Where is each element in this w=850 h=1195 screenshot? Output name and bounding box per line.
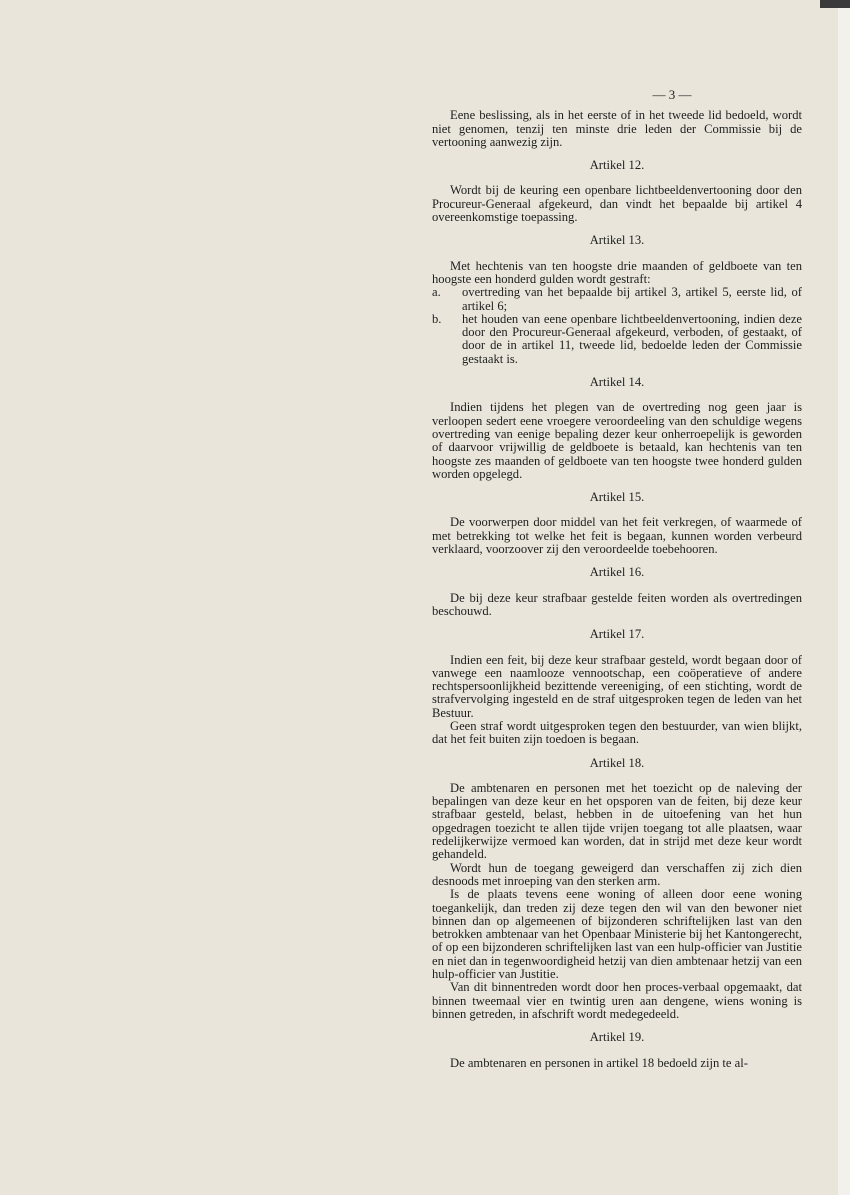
paragraph: De ambtenaren en personen in artikel 18 bedoeld zijn te al- [450, 1055, 748, 1070]
article-content [432, 109, 802, 1070]
page-number: — 3 — [652, 87, 692, 102]
article-heading: Artikel 17. [589, 627, 645, 642]
list-item-text: overtreding van het bepaalde bij artikel 3, artikel 5, eerste lid, of artikel 6; [462, 285, 802, 313]
paragraph: Geen straf wordt uitgesproken tegen den bestuurder, van wien blijkt, dat het feit buiten zijn toedoen is begaan. [432, 718, 802, 747]
scan-corner [820, 0, 850, 8]
paragraph: Indien een feit, bij deze keur strafbaar gesteld, wordt begaan door of vanwege een naamlooze vennootschap, een coöperatieve of andere rechtspersoonlijkheid bezittende vereeniging, of een stichting, wordt de strafvervolging ingesteld en de straf uitgesproken tegen de leden van het Bestuur. [432, 652, 802, 720]
list-item-label: a. [432, 285, 441, 300]
page-edge [838, 0, 850, 1195]
article-heading: Artikel 13. [589, 233, 645, 248]
article-heading: Artikel 16. [589, 565, 645, 580]
paragraph: Indien tijdens het plegen van de overtreding nog geen jaar is verloopen sedert eene vroegere veroordeeling van den schuldige wegens overtreding van eenige bepaling dezer keur onherroepelijk is geworden of daarvoor vrijwillig de geldboete is betaald, kan hechtenis van ten hoogste zes maanden of geldboete van ten hoogste twee honderd gulden worden opgelegd. [432, 400, 802, 481]
article-heading: Artikel 14. [589, 375, 645, 390]
paragraph: Met hechtenis van ten hoogste drie maanden of geldboete van ten hoogste een honderd gulden wordt gestraft: [432, 258, 802, 286]
article-heading: Artikel 19. [589, 1030, 645, 1045]
text-column [432, 88, 802, 1070]
paragraph: Van dit binnentreden wordt door hen proces-verbaal opgemaakt, dat binnen tweemaal vier en twintig uren aan dengene, wiens woning is binnen getreden, in afschrift wordt medegedeeld. [432, 980, 802, 1021]
paragraph: Eene beslissing, als in het eerste of in het tweede lid bedoeld, wordt niet genomen, tenzij ten minste drie leden der Commissie bij de vertooning aanwezig zijn. [432, 108, 802, 149]
list-item-label: b. [432, 311, 442, 326]
paragraph: De voorwerpen door middel van het feit verkregen, of waarmede of met betrekking tot welke het feit is begaan, kunnen worden verbeurd verklaard, voorzoover zij den veroordeelde toebehooren. [432, 515, 802, 557]
article-heading: Artikel 12. [589, 158, 645, 173]
list-item [432, 286, 802, 313]
list-item [432, 313, 802, 366]
paragraph: De ambtenaren en personen met het toezicht op de naleving der bepalingen van deze keur en het opsporen van de feiten, bij deze keur strafbaar gesteld, belast, hebben in de uitoefening van het hun opgedragen toezicht te allen tijde vrijen toegang tot alle plaatsen, waar redelijkerwijze vermoed kan worden, dat in strijd met deze keur wordt gehandeld. [432, 780, 802, 862]
article-heading: Artikel 18. [589, 755, 645, 770]
paragraph: Is de plaats tevens eene woning of alleen door eene woning toegankelijk, dan treden zij deze tegen den wil van den bewoner niet binnen dan op algemeenen of bijzonderen schriftelijken last van den betrokken ambtenaar van het Openbaar Ministerie bij het Kantongerecht, of op een bijzonderen schriftelijken last van een hulp-officier van Justitie en niet dan in tegenwoordigheid hetzij van dien ambtenaar hetzij van een hulp-officier van Justitie. [432, 887, 802, 982]
paragraph: Wordt bij de keuring een openbare lichtbeeldenvertooning door den Procureur-Generaal afgekeurd, dan vindt het bepaalde bij artikel 4 overeenkomstige toepassing. [432, 183, 802, 225]
article-heading: Artikel 15. [589, 490, 645, 505]
paragraph: De bij deze keur strafbaar gestelde feiten worden als overtredingen beschouwd. [432, 590, 802, 618]
list-item-text: het houden van eene openbare lichtbeeldenvertooning, indien deze door den Procureur-Generaal afgekeurd, verboden, of gestaakt, of door de in artikel 11, tweede lid, bedoelde leden der Commissie gestaakt is. [462, 311, 802, 366]
paragraph: Wordt hun de toegang geweigerd dan verschaffen zij zich dien desnoods met inroeping van den sterken arm. [432, 860, 802, 888]
